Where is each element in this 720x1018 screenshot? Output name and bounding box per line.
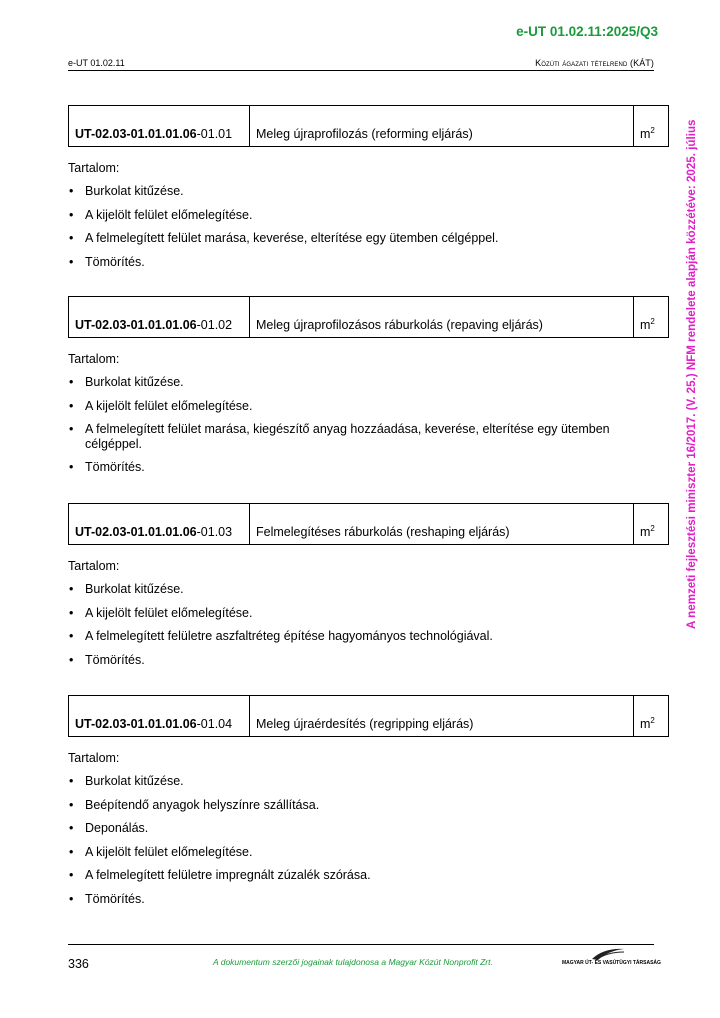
entry-code-suffix: -01.01 [196,127,233,141]
list-item: • Tömörítés. [68,255,669,270]
list-item: • A kijelölt felület előmelegítése. [68,606,669,621]
list-item: • A kijelölt felület előmelegítése. [68,845,669,860]
entry-code [69,297,250,338]
entry-unit [634,696,669,737]
tartalom-label: Tartalom: [68,751,120,765]
entry-title: Meleg újraprofilozás (reforming eljárás) [250,106,634,147]
unit-exponent: 2 [650,715,655,725]
entry-01 [68,105,669,269]
list-item: • A felmelegített felület marása, keverése, elterítése egy ütemben célgéppel. [68,231,669,246]
side-note-text: A nemzeti fejlesztési miniszter 16/2017. (V. 25.) NFM rendelete alapján közzétéve: 2025. július [685,119,698,629]
entry-code-suffix: -01.02 [196,318,233,332]
entry-code-suffix: -01.03 [196,525,233,539]
list-item: • Tömörítés. [68,892,669,907]
entry-item-list [68,184,669,269]
entry-code-table [68,296,669,338]
list-item: • A felmelegített felületre aszfaltréteg építése hagyományos technológiával. [68,629,669,644]
entry-code-table [68,503,669,545]
document-code: e-UT 01.02.11:2025/Q3 [516,24,658,39]
header-right [535,58,654,68]
entry-02 [68,296,669,475]
tartalom-label: Tartalom: [68,161,120,175]
list-item: • A kijelölt felület előmelegítése. [68,399,669,414]
entry-title: Meleg újraprofilozásos ráburkolás (repaving eljárás) [250,297,634,338]
entry-item-list [68,375,669,475]
list-item: • Deponálás. [68,821,669,836]
logo-text: MAGYAR ÚT- ÉS VASÚTÜGYI TÁRSASÁG [562,960,661,966]
header-divider [68,70,654,71]
entry-unit [634,297,669,338]
unit-base: m [640,127,651,141]
list-item: • Burkolat kitűzése. [68,582,669,597]
entry-03 [68,503,669,667]
footer-divider [68,944,654,945]
entry-item-list [68,582,669,667]
entry-code [69,696,250,737]
unit-base: m [640,525,651,539]
list-item: • Burkolat kitűzése. [68,184,669,199]
entry-title: Felmelegítéses ráburkolás (reshaping eljárás) [250,504,634,545]
entry-code-table [68,105,669,147]
entry-04 [68,695,669,906]
unit-exponent: 2 [650,316,655,326]
list-item: • A kijelölt felület előmelegítése. [68,208,669,223]
list-item: • Tömörítés. [68,653,669,668]
header-left: e-UT 01.02.11 [68,58,125,68]
list-item: • Burkolat kitűzése. [68,375,669,390]
entry-item-list [68,774,669,906]
page-number: 336 [68,957,89,971]
entry-code-main: UT-02.03-01.01.01.06 [75,525,197,539]
society-logo [562,947,661,969]
entry-code-suffix: -01.04 [196,717,233,731]
list-item: • A felmelegített felületre impregnált zúzalék szórása. [68,868,669,883]
copyright-notice: A dokumentum szerzői jogainak tulajdonosa a Magyar Közút Nonprofit Zrt. [213,957,493,967]
entry-code-table [68,695,669,737]
list-item: • Beépítendő anyagok helyszínre szállítása. [68,798,669,813]
unit-base: m [640,318,651,332]
entry-unit [634,504,669,545]
tartalom-label: Tartalom: [68,352,120,366]
tartalom-label: Tartalom: [68,559,120,573]
entry-code-main: UT-02.03-01.01.01.06 [75,127,197,141]
entry-unit [634,106,669,147]
unit-exponent: 2 [650,523,655,533]
unit-base: m [640,717,651,731]
entry-code [69,504,250,545]
side-note [684,97,700,629]
road-swoosh-icon [590,947,626,961]
entry-code [69,106,250,147]
unit-exponent: 2 [650,125,655,135]
entry-code-main: UT-02.03-01.01.01.06 [75,318,197,332]
entry-title: Meleg újraérdesítés (regripping eljárás) [250,696,634,737]
entry-code-main: UT-02.03-01.01.01.06 [75,717,197,731]
header-right-text: Közúti ágazati tételrend (KÁT) [535,58,654,68]
list-item: • Burkolat kitűzése. [68,774,669,789]
list-item: • Tömörítés. [68,460,669,475]
list-item: • A felmelegített felület marása, kiegészítő anyag hozzáadása, keverése, elterítése egy ütemben célgéppel. [68,422,669,451]
